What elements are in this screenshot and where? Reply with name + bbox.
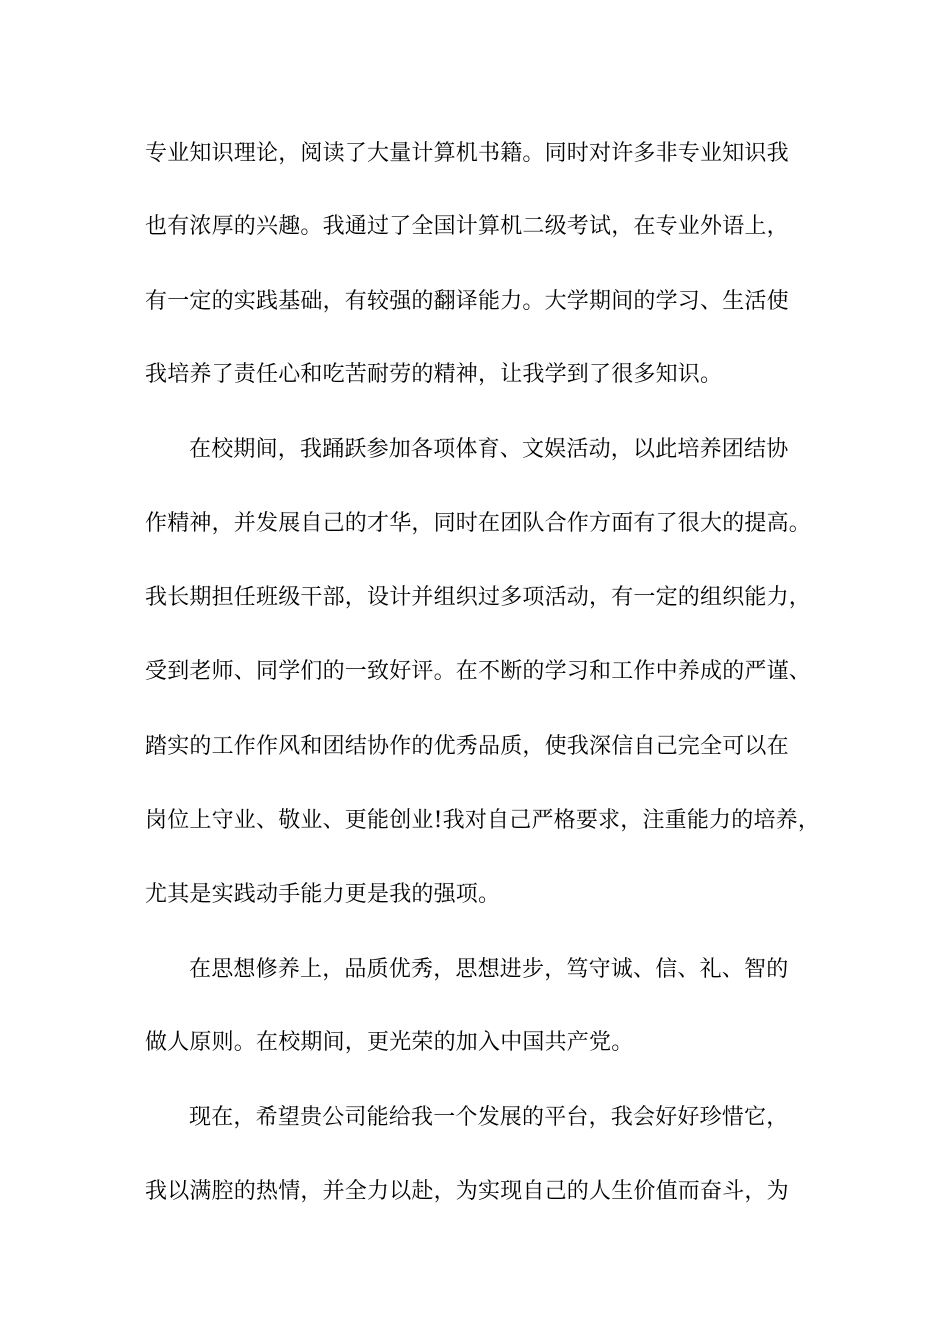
text-line: 作精神，并发展自己的才华，同时在团队合作方面有了很大的提高。 [145, 511, 812, 536]
text-line: 我长期担任班级干部，设计并组织过多项活动，有一定的组织能力， [145, 585, 812, 610]
text-line: 专业知识理论，阅读了大量计算机书籍。同时对许多非专业知识我 [145, 141, 789, 166]
paragraph-first-line: 在校期间，我踊跃参加各项体育、文娱活动，以此培养团结协 [189, 437, 789, 462]
text-line: 尤其是实践动手能力更是我的强项。 [145, 882, 501, 907]
paragraph-first-line: 现在，希望贵公司能给我一个发展的平台，我会好好珍惜它， [189, 1105, 789, 1130]
text-line: 我培养了责任心和吃苦耐劳的精神，让我学到了很多知识。 [145, 362, 723, 387]
text-line: 也有浓厚的兴趣。我通过了全国计算机二级考试，在专业外语上， [145, 214, 789, 239]
text-line: 有一定的实践基础，有较强的翻译能力。大学期间的学习、生活使 [145, 289, 789, 314]
text-line: 岗位上守业、敬业、更能创业!我对自己严格要求，注重能力的培养， [145, 808, 821, 833]
text-line: 踏实的工作作风和团结协作的优秀品质，使我深信自己完全可以在 [145, 734, 789, 759]
text-line: 我以满腔的热情，并全力以赴，为实现自己的人生价值而奋斗，为 [145, 1179, 789, 1204]
paragraph-first-line: 在思想修养上，品质优秀，思想进步，笃守诚、信、礼、智的 [189, 957, 789, 982]
text-line: 做人原则。在校期间，更光荣的加入中国共产党。 [145, 1030, 634, 1055]
text-line: 受到老师、同学们的一致好评。在不断的学习和工作中养成的严谨、 [145, 659, 812, 684]
